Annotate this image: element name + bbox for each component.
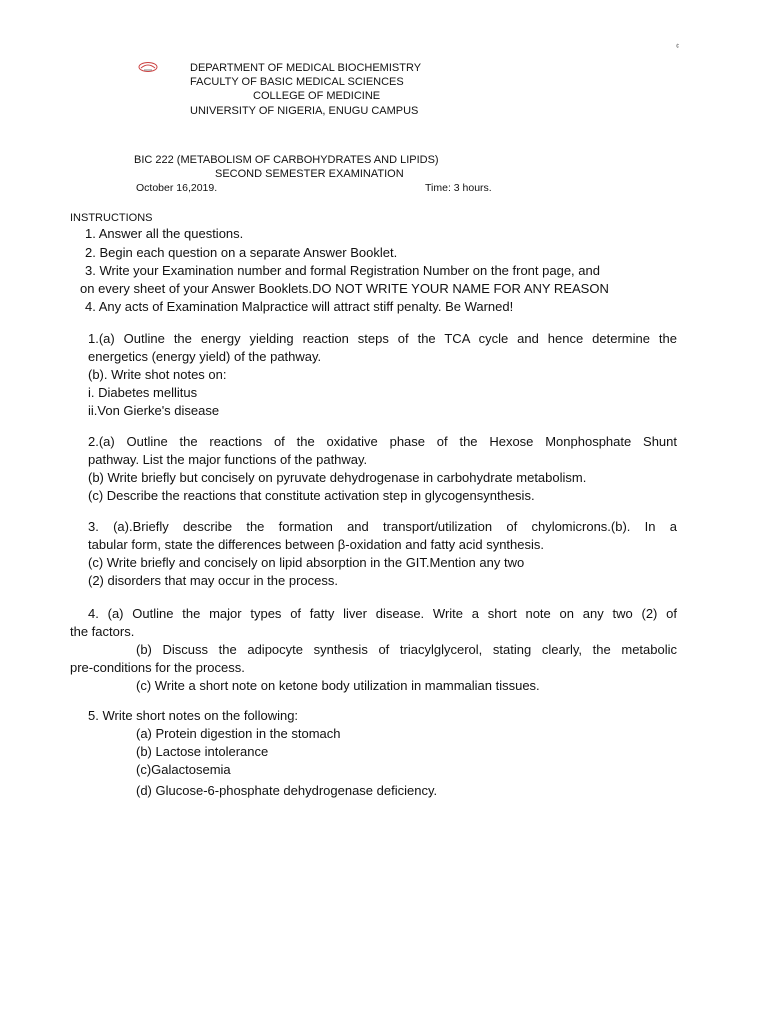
department-name: DEPARTMENT OF MEDICAL BIOCHEMISTRY bbox=[190, 62, 422, 74]
question-line: (c)Galactosemia bbox=[136, 762, 231, 777]
question-line: 4. (a) Outline the major types of fatty liver disease. Write a short note on any two (2) of bbox=[88, 606, 677, 621]
question-line: (b). Write shot notes on: bbox=[88, 367, 227, 382]
question-line: energetics (energy yield) of the pathway. bbox=[88, 349, 322, 364]
question-1 bbox=[88, 330, 677, 420]
question-line: (c) Describe the reactions that constitute activation step in glycogensynthesis. bbox=[88, 488, 535, 503]
question-3 bbox=[88, 518, 677, 590]
question-line: (a) Protein digestion in the stomach bbox=[136, 726, 341, 741]
instruction-item: 2. Begin each question on a separate Answer Booklet. bbox=[85, 245, 398, 260]
question-line: 3. (a).Briefly describe the formation and transport/utilization of chylomicrons.(b). In a bbox=[88, 519, 677, 534]
university-name: UNIVERSITY OF NIGERIA, ENUGU CAMPUS bbox=[190, 105, 419, 117]
question-line: (c) Write briefly and concisely on lipid absorption in the GIT.Mention any two bbox=[88, 555, 525, 570]
question-line: tabular form, state the differences between β-oxidation and fatty acid synthesis. bbox=[88, 537, 544, 552]
question-2 bbox=[88, 433, 677, 505]
instruction-item: on every sheet of your Answer Booklets.DO NOT WRITE YOUR NAME FOR ANY REASON bbox=[80, 281, 609, 296]
exam-date: October 16,2019. bbox=[136, 182, 218, 194]
question-line: ii.Von Gierke's disease bbox=[88, 403, 220, 418]
instruction-item: 3. Write your Examination number and formal Registration Number on the front page, and bbox=[85, 263, 600, 278]
question-line: 1.(a) Outline the energy yielding reaction steps of the TCA cycle and hence determine the bbox=[88, 331, 677, 346]
course-title: BIC 222 (METABOLISM OF CARBOHYDRATES AND LIPIDS) bbox=[134, 154, 439, 166]
question-4 bbox=[70, 605, 677, 695]
university-logo-icon bbox=[137, 60, 159, 74]
question-line: (c) Write a short note on ketone body utilization in mammalian tissues. bbox=[136, 678, 540, 693]
question-line: (b) Discuss the adipocyte synthesis of triacylglycerol, stating clearly, the metabolic bbox=[136, 642, 677, 657]
question-line: (b) Lactose intolerance bbox=[136, 744, 269, 759]
question-line: (b) Write briefly but concisely on pyruvate dehydrogenase in carbohydrate metabolism. bbox=[88, 470, 587, 485]
page-mark: ¢ bbox=[676, 44, 680, 50]
question-5 bbox=[88, 707, 677, 800]
instructions-heading: INSTRUCTIONS bbox=[70, 212, 153, 224]
faculty-name: FACULTY OF BASIC MEDICAL SCIENCES bbox=[190, 76, 404, 88]
question-line: the factors. bbox=[70, 624, 135, 639]
question-line: (2) disorders that may occur in the process. bbox=[88, 573, 338, 588]
exam-time: Time: 3 hours. bbox=[425, 182, 492, 194]
question-line: pathway. List the major functions of the pathway. bbox=[88, 452, 368, 467]
instruction-item: 1. Answer all the questions. bbox=[85, 226, 244, 241]
question-line: (d) Glucose-6-phosphate dehydrogenase deficiency. bbox=[136, 783, 438, 798]
question-line: pre-conditions for the process. bbox=[70, 660, 245, 675]
question-line: i. Diabetes mellitus bbox=[88, 385, 198, 400]
college-name: COLLEGE OF MEDICINE bbox=[253, 90, 381, 102]
question-line: 5. Write short notes on the following: bbox=[88, 708, 299, 723]
question-line: 2.(a) Outline the reactions of the oxidative phase of the Hexose Monphosphate Shunt bbox=[88, 434, 677, 449]
instruction-item: 4. Any acts of Examination Malpractice will attract stiff penalty. Be Warned! bbox=[85, 299, 514, 314]
exam-semester: SECOND SEMESTER EXAMINATION bbox=[215, 168, 404, 180]
